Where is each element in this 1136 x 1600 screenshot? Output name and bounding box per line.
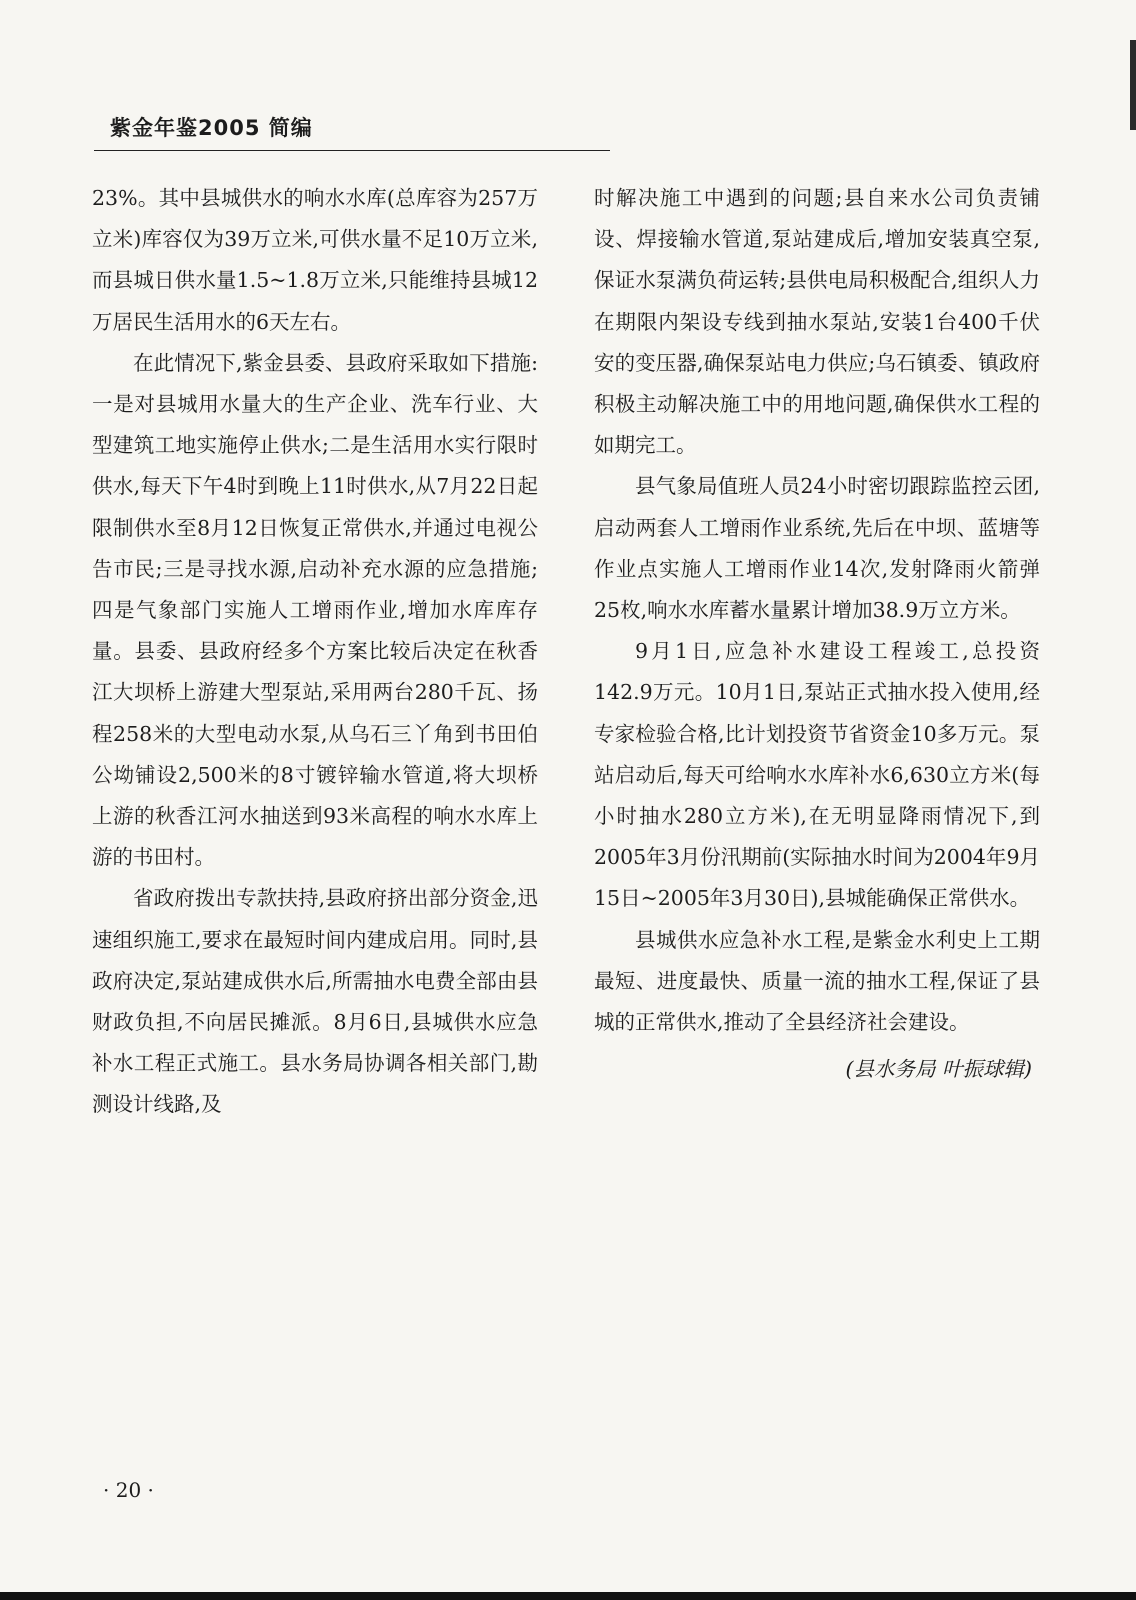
page-number: · 20 · [103,1478,154,1502]
paragraph: 23%。其中县城供水的响水水库(总库容为257万立米)库容仅为39万立米,可供水量不足10万立米,而县城日供水量1.5~1.8万立米,只能维持县城12万居民生活用水的6天左右。 [92,186,538,334]
header-rule [94,150,610,151]
scan-bottom-edge [0,1592,1136,1600]
paragraph: 在此情况下,紫金县委、县政府采取如下措施:一是对县城用水量大的生产企业、洗车行业、大型建筑工地实施停止供水;二是生活用水实行限时供水,每天下午4时到晚上11时供水,从7月22日起限制供水至8月12日恢复正常供水,并通过电视公告市民;三是寻找水源,启动补充水源的应急措施;四是气象部门实施人工增雨作业,增加水库库存量。县委、县政府经多个方案比较后决定在秋香江大坝桥上游建大型泵站,采用两台280千瓦、扬程258米的大型电动水泵,从乌石三丫角到书田伯公坳铺设2,500米的8寸镀锌输水管道,将大坝桥上游的秋香江河水抽送到93米高程的响水水库上游的书田村。 [92,350,538,870]
author-signature: (县水务局 叶振球辑) [845,1057,1032,1082]
right-column [594,178,1040,1090]
paragraph: 县气象局值班人员24小时密切跟踪监控云团,启动两套人工增雨作业系统,先后在中坝、蓝塘等作业点实施人工增雨作业14次,发射降雨火箭弹25枚,响水水库蓄水量累计增加38.9万立方米。 [594,474,1040,623]
running-header-title: 紫金年鉴2005 简编 [110,116,313,140]
paragraph: 9月1日,应急补水建设工程竣工,总投资142.9万元。10月1日,泵站正式抽水投入使用,经专家检验合格,比计划投资节省资金10多万元。泵站启动后,每天可给响水水库补水6,630立方米(每小时抽水280立方米),在无明显降雨情况下,到2005年3月份汛期前(实际抽水时间为2004年9月15日~2005年3月30日),县城能确保正常供水。 [594,639,1040,911]
scan-edge-shadow [1130,40,1136,130]
left-column [92,178,538,1126]
paragraph: 县城供水应急补水工程,是紫金水利史上工期最短、进度最快、质量一流的抽水工程,保证了县城的正常供水,推动了全县经济社会建设。 [594,927,1040,1035]
paragraph: 省政府拨出专款扶持,县政府挤出部分资金,迅速组织施工,要求在最短时间内建成启用。同时,县政府决定,泵站建成供水后,所需抽水电费全部由县财政负担,不向居民摊派。8月6日,县城供水应急补水工程正式施工。县水务局协调各相关部门,勘测设计线路,及 [92,886,538,1117]
paragraph: 时解决施工中遇到的问题;县自来水公司负责铺设、焊接输水管道,泵站建成后,增加安装真空泵,保证水泵满负荷运转;县供电局积极配合,组织人力在期限内架设专线到抽水泵站,安装1台400千伏安的变压器,确保泵站电力供应;乌石镇委、镇政府积极主动解决施工中的用地问题,确保供水工程的如期完工。 [594,186,1040,458]
